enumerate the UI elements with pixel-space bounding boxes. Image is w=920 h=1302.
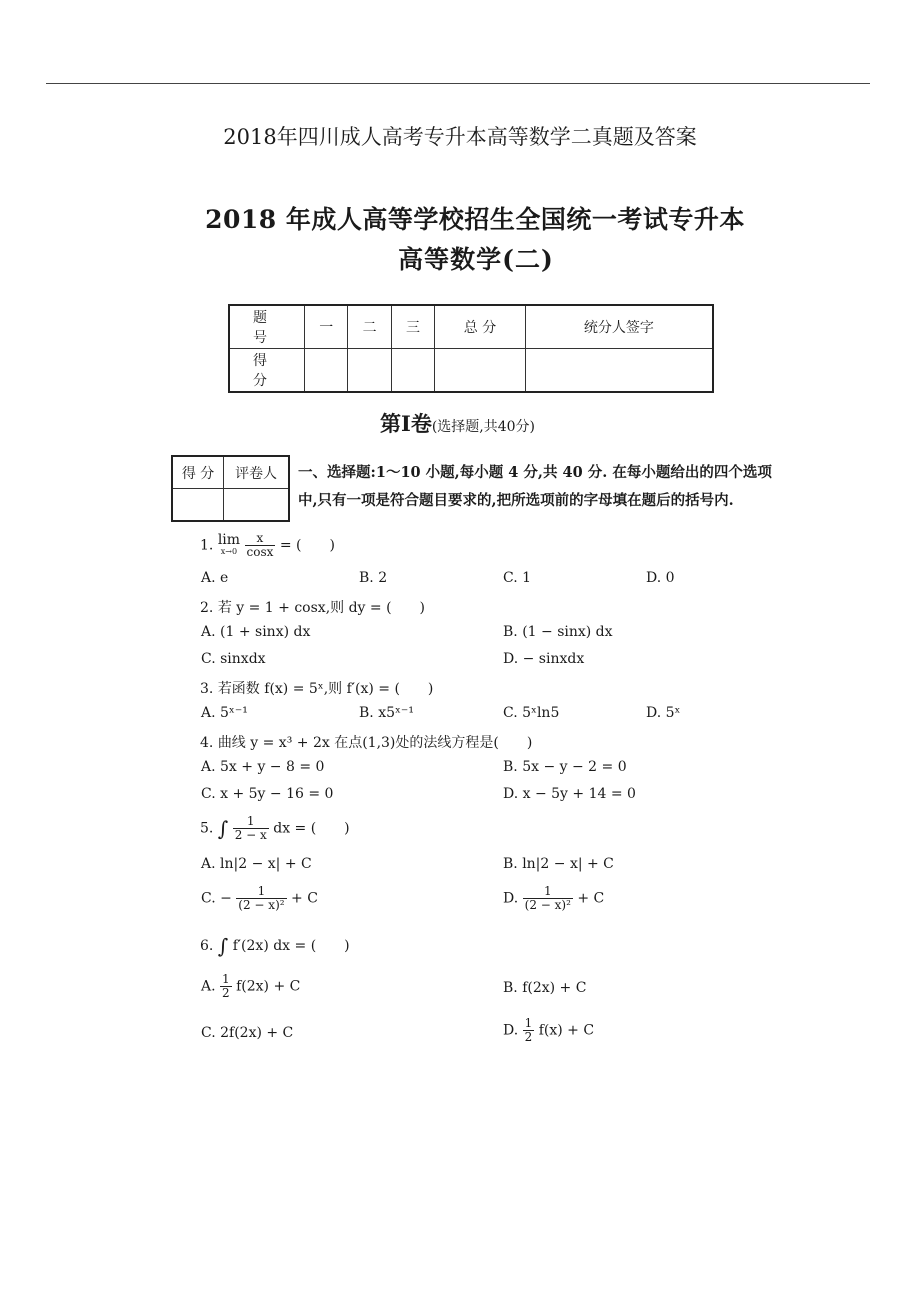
fraction xyxy=(220,973,232,1000)
question-text: 若函数 f(x) = 5ˣ,则 f′(x) = ( ) xyxy=(217,681,434,697)
q3-option-d: D. 5ˣ xyxy=(646,705,681,721)
fraction xyxy=(236,885,286,912)
grader-name-label: 评卷人 xyxy=(224,456,289,489)
option-label: C. − xyxy=(201,890,232,907)
q3-option-a: A. 5ˣ⁻¹ xyxy=(201,705,248,721)
q6-option-d xyxy=(503,1017,594,1044)
instructions-line-2: 中,只有一项是符合题目要求的,把所选项前的字母填在题后的括号内. xyxy=(298,492,734,509)
score-table-header-row xyxy=(229,305,713,349)
grader-cell-empty xyxy=(172,489,224,522)
q6-option-b: B. f(2x) + C xyxy=(503,980,587,996)
score-header-cell: 总 分 xyxy=(435,305,526,349)
fraction-numerator: 1 xyxy=(523,885,573,899)
fraction xyxy=(245,532,276,559)
volume-title: 第Ⅰ卷 xyxy=(380,411,432,436)
fraction-denominator: 2 xyxy=(222,986,230,1000)
q6-option-a xyxy=(201,973,300,1000)
question-number: 2. xyxy=(200,600,214,616)
fraction xyxy=(523,1017,535,1044)
score-header-cell: 二 xyxy=(348,305,391,349)
fraction-numerator: x xyxy=(245,532,276,546)
q3-option-c: C. 5ˣln5 xyxy=(503,705,560,721)
q2-option-b: B. (1 − sinx) dx xyxy=(503,624,613,640)
integral-sign: ∫ xyxy=(217,934,229,958)
question-number: 1. xyxy=(200,537,214,554)
option-tail: + C xyxy=(577,890,605,907)
fraction-numerator: 1 xyxy=(233,815,269,829)
question-text: 曲线 y = x³ + 2x 在点(1,3)处的法线方程是( ) xyxy=(217,735,533,751)
question-tail: = ( ) xyxy=(279,537,335,554)
question-tail: dx = ( ) xyxy=(273,820,350,837)
q5-option-c xyxy=(201,885,318,912)
question-number: 5. xyxy=(200,820,214,837)
q4-option-a: A. 5x + y − 8 = 0 xyxy=(201,759,325,775)
grader-table xyxy=(171,455,290,522)
header-rule xyxy=(46,83,870,84)
question-number: 4. xyxy=(200,735,214,751)
exam-title: 2018 年成人高等学校招生全国统一考试专升本 xyxy=(205,205,745,234)
option-tail: f(2x) + C xyxy=(236,978,301,995)
score-table xyxy=(228,304,714,393)
q2-option-c: C. sinxdx xyxy=(201,651,266,667)
q3-option-b: B. x5ˣ⁻¹ xyxy=(359,705,414,721)
q4-option-b: B. 5x − y − 2 = 0 xyxy=(503,759,627,775)
score-row-label: 得 分 xyxy=(229,349,305,393)
score-header-cell: 三 xyxy=(391,305,434,349)
fraction-denominator: 2 xyxy=(524,1030,533,1044)
lim-subscript: x→0 xyxy=(220,546,238,556)
score-header-cell: 一 xyxy=(305,305,348,349)
question-text: f′(2x) dx = ( ) xyxy=(232,938,350,954)
question-number: 3. xyxy=(200,681,214,697)
volume-heading xyxy=(380,408,535,438)
score-cell-empty xyxy=(435,349,526,393)
fraction-denominator: 2 − x xyxy=(234,828,267,842)
q5-option-d xyxy=(503,885,604,912)
question-4-stem xyxy=(200,732,532,752)
option-label: D. xyxy=(503,1022,519,1039)
score-cell-empty xyxy=(525,349,713,393)
volume-note: (选择题,共40分) xyxy=(431,419,536,435)
fraction-denominator: cosx xyxy=(246,545,274,559)
q4-option-c: C. x + 5y − 16 = 0 xyxy=(201,786,334,802)
score-header-cell: 题 号 xyxy=(229,305,305,349)
option-tail: f(x) + C xyxy=(538,1022,595,1039)
q2-option-a: A. (1 + sinx) dx xyxy=(201,624,311,640)
q1-option-b: B. 2 xyxy=(359,570,388,586)
question-2-stem xyxy=(200,597,425,617)
option-label: A. xyxy=(201,978,216,995)
question-number: 6. xyxy=(200,938,214,954)
q4-option-d: D. x − 5y + 14 = 0 xyxy=(503,786,636,802)
question-text: 若 y = 1 + cosx,则 dy = ( ) xyxy=(217,600,426,616)
fraction xyxy=(523,885,573,912)
lim-text: lim xyxy=(217,531,241,548)
score-cell-empty xyxy=(348,349,391,393)
fraction-denominator: (2 − x)² xyxy=(238,898,285,912)
question-3-stem xyxy=(200,678,433,698)
document-title: 2018年四川成人高考专升本高等数学二真题及答案 xyxy=(223,125,697,149)
score-cell-empty xyxy=(305,349,348,393)
question-1-stem xyxy=(200,532,335,559)
grader-cell-empty xyxy=(224,489,289,522)
score-cell-empty xyxy=(391,349,434,393)
q1-option-a: A. e xyxy=(201,570,229,586)
q2-option-d: D. − sinxdx xyxy=(503,651,585,667)
question-6-stem xyxy=(200,934,350,958)
fraction xyxy=(233,815,269,842)
score-header-cell: 统分人签字 xyxy=(525,305,713,349)
exam-subtitle: 高等数学(二) xyxy=(398,245,554,274)
grader-score-label: 得 分 xyxy=(172,456,224,489)
question-5-stem xyxy=(200,815,350,842)
instructions-line-1: 一、选择题:1～10 小题,每小题 4 分,共 40 分. 在每小题给出的四个选项 xyxy=(298,464,772,481)
fraction-numerator: 1 xyxy=(236,885,286,899)
integral-sign: ∫ xyxy=(217,816,229,841)
q1-option-d: D. 0 xyxy=(646,570,675,586)
fraction-numerator: 1 xyxy=(524,1016,533,1030)
option-tail: + C xyxy=(291,890,318,907)
fraction-denominator: (2 − x)² xyxy=(524,898,571,912)
fraction-numerator: 1 xyxy=(222,972,230,986)
q1-option-c: C. 1 xyxy=(503,570,532,586)
score-table-value-row xyxy=(229,349,713,393)
q6-option-c: C. 2f(2x) + C xyxy=(201,1025,294,1041)
option-label: D. xyxy=(503,890,519,907)
q5-option-b: B. ln|2 − x| + C xyxy=(503,856,614,872)
q5-option-a: A. ln|2 − x| + C xyxy=(201,856,312,872)
limit-operator xyxy=(217,531,241,558)
